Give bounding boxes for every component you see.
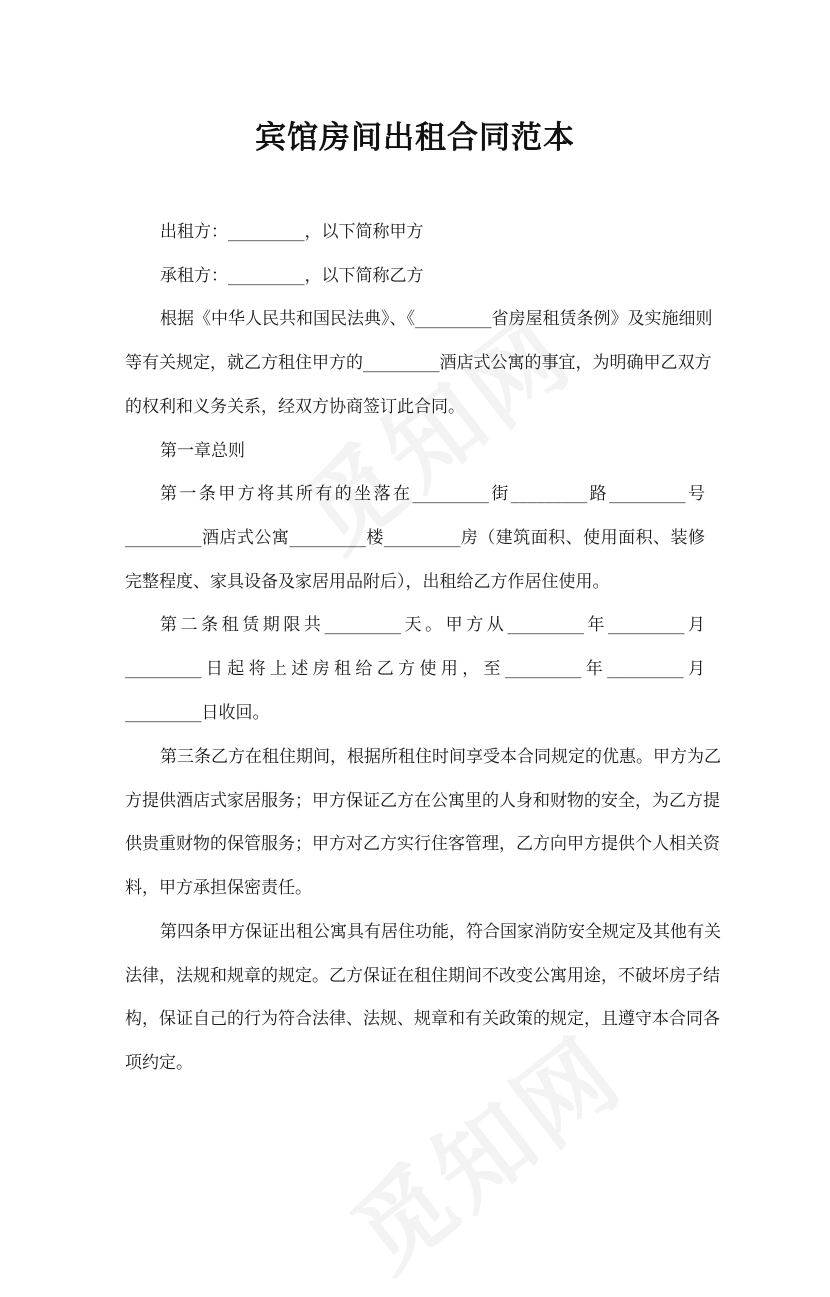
article-2-line: _________日收回。: [125, 703, 270, 723]
article-4-line: 法律，法规和规章的规定。乙方保证在租住期间不改变公寓用途，不破坏房子结: [125, 966, 720, 986]
article-4-line: 第四条甲方保证出租公寓具有居住功能，符合国家消防安全规定及其他有关: [160, 922, 721, 942]
article-4-line: 构，保证自己的行为符合法律、法规、规章和有关政策的规定，且遵守本合同各: [125, 1009, 720, 1029]
article-2-line: 第二条租赁期限共_________天。甲方从_________年_________月: [160, 615, 705, 635]
party-b-line: 承租方：_________，以下简称乙方: [160, 266, 424, 286]
article-3-line: 方提供酒店式家居服务；甲方保证乙方在公寓里的人身和财物的安全，为乙方提: [125, 791, 720, 811]
watermark-text: [320, 1000, 645, 1296]
article-3-line: 供贵重财物的保管服务；甲方对乙方实行住客管理，乙方向甲方提供个人相关资: [125, 834, 720, 854]
preamble-line: 的权利和义务关系，经双方协商签订此合同。: [125, 397, 465, 417]
party-a-line: 出租方：_________，以下简称甲方: [160, 222, 424, 242]
article-3-line: 料，甲方承担保密责任。: [125, 878, 312, 898]
article-3-line: 第三条乙方在租住期间，根据所租住时间享受本合同规定的优惠。甲方为乙: [160, 747, 721, 767]
document-title: 宾馆房间出租合同范本: [255, 120, 575, 156]
article-4-line: 项约定。: [125, 1053, 193, 1073]
article-1-line: 第一条甲方将其所有的坐落在_________街_________路_________号: [160, 484, 705, 504]
preamble-line: 根据《中华人民共和国民法典》、《_________省房屋租赁条例》及实施细则: [160, 309, 713, 329]
preamble-line: 等有关规定，就乙方租住甲方的_________酒店式公寓的事宜，为明确甲乙双方: [125, 353, 712, 373]
article-1-line: 完整程度、家具设备及家居用品附后），出租给乙方作居住使用。: [125, 572, 610, 592]
article-2-line: _________日起将上述房租给乙方使用，至_________年_________月: [125, 659, 705, 679]
chapter-heading: 第一章总则: [160, 441, 245, 461]
article-1-line: _________酒店式公寓_________楼_________房（建筑面积、使用面积、装修: [125, 528, 705, 548]
